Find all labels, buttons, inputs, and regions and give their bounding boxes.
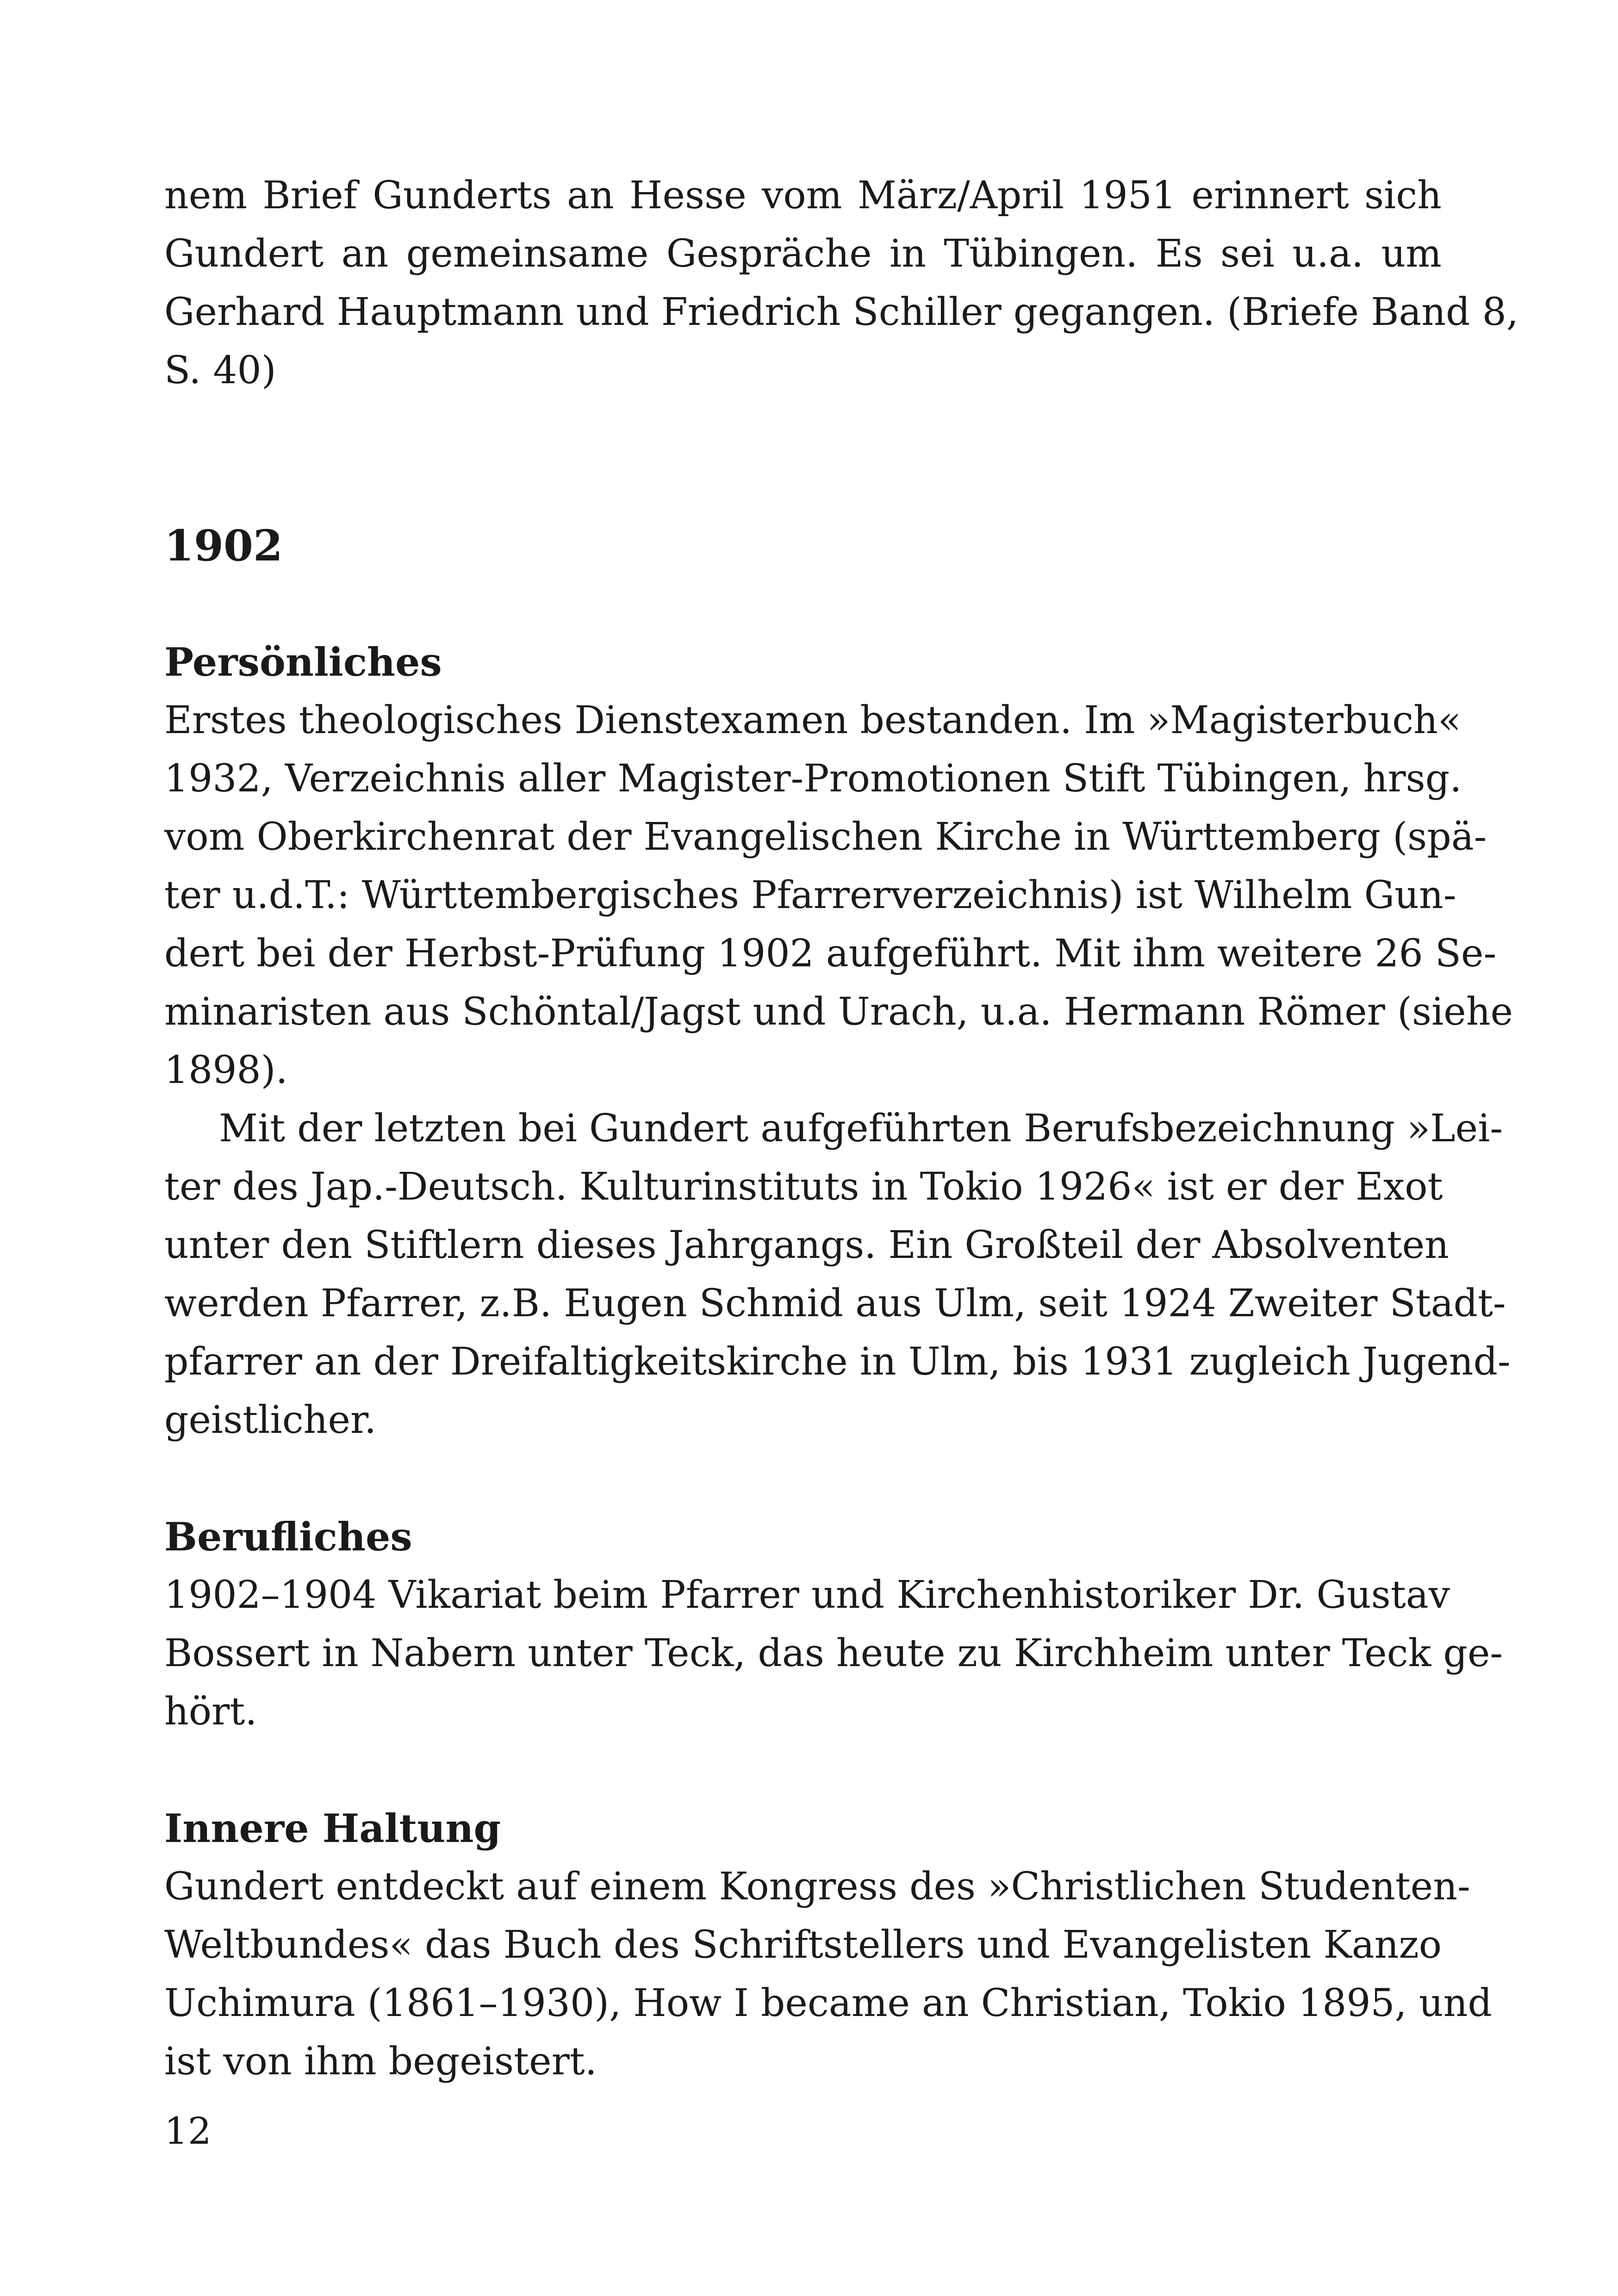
professional-paragraph	[164, 1566, 1503, 1741]
text-line: 1898).	[164, 1048, 288, 1092]
section-heading-professional: Berufliches	[164, 1514, 412, 1560]
text-line: unter den Stiftlern dieses Jahrgangs. Ein Großteil der Absolventen	[164, 1223, 1449, 1267]
year-heading: 1902	[164, 521, 283, 571]
text-line: Weltbundes« das Buch des Schriftstellers und Evangelisten Kanzo	[164, 1923, 1442, 1967]
text-line: Mit der letzten bei Gundert aufgeführten Berufsbezeichnung »Lei-	[219, 1107, 1503, 1151]
text-line: Erstes theologisches Dienstexamen bestanden. Im »Magisterbuch«	[164, 698, 1462, 742]
text-line: 1932, Verzeichnis aller Magister-Promotionen Stift Tübingen, hrsg.	[164, 757, 1462, 801]
text-line: geistlicher.	[164, 1398, 377, 1442]
page-number: 12	[164, 2109, 212, 2153]
text-line: ist von ihm begeistert.	[164, 2040, 597, 2084]
text-line: ter u.d.T.: Württembergisches Pfarrerverzeichnis) ist Wilhelm Gun-	[164, 873, 1456, 917]
text-line: minaristen aus Schöntal/Jagst und Urach, u.a. Hermann Römer (siehe	[164, 990, 1513, 1034]
inner-paragraph	[164, 1858, 1492, 2091]
text-line: Gundert entdeckt auf einem Kongress des »Christlichen Studenten-	[164, 1865, 1470, 1909]
section-spacer	[164, 1450, 1442, 1508]
personal-paragraph-2	[164, 1100, 1511, 1450]
text-line: 1902–1904 Vikariat beim Pfarrer und Kirchenhistoriker Dr. Gustav	[164, 1573, 1450, 1617]
section-heading-personal: Persönliches	[164, 639, 442, 685]
text-line: dert bei der Herbst-Prüfung 1902 aufgeführt. Mit ihm weitere 26 Se-	[164, 932, 1497, 976]
text-line: werden Pfarrer, z.B. Eugen Schmid aus Ulm, seit 1924 Zweiter Stadt-	[164, 1282, 1506, 1325]
text-line: S. 40)	[164, 348, 276, 392]
text-line: pfarrer an der Dreifaltigkeitskirche in Ulm, bis 1931 zugleich Jugend-	[164, 1340, 1511, 1384]
text-line: hört.	[164, 1690, 257, 1734]
text-line: Gundert an gemeinsame Gespräche in Tübingen. Es sei u.a. um	[164, 232, 1442, 276]
text-line: Uchimura (1861–1930), How I became an Christian, Tokio 1895, und	[164, 1981, 1492, 2025]
section-spacer	[164, 1741, 1442, 1799]
personal-paragraph-1	[164, 691, 1513, 1100]
page-content	[164, 167, 1518, 2091]
section-heading-inner: Innere Haltung	[164, 1805, 501, 1851]
text-line: Bossert in Nabern unter Teck, das heute zu Kirchheim unter Teck ge-	[164, 1631, 1503, 1675]
text-line: nem Brief Gunderts an Hesse vom März/April 1951 erinnert sich	[164, 174, 1442, 218]
text-line: Gerhard Hauptmann und Friedrich Schiller gegangen. (Briefe Band 8,	[164, 290, 1518, 334]
intro-paragraph	[164, 167, 1518, 400]
text-line: ter des Jap.-Deutsch. Kulturinstituts in Tokio 1926« ist er der Exot	[164, 1165, 1443, 1209]
text-line: vom Oberkirchenrat der Evangelischen Kirche in Württemberg (spä-	[164, 815, 1487, 859]
